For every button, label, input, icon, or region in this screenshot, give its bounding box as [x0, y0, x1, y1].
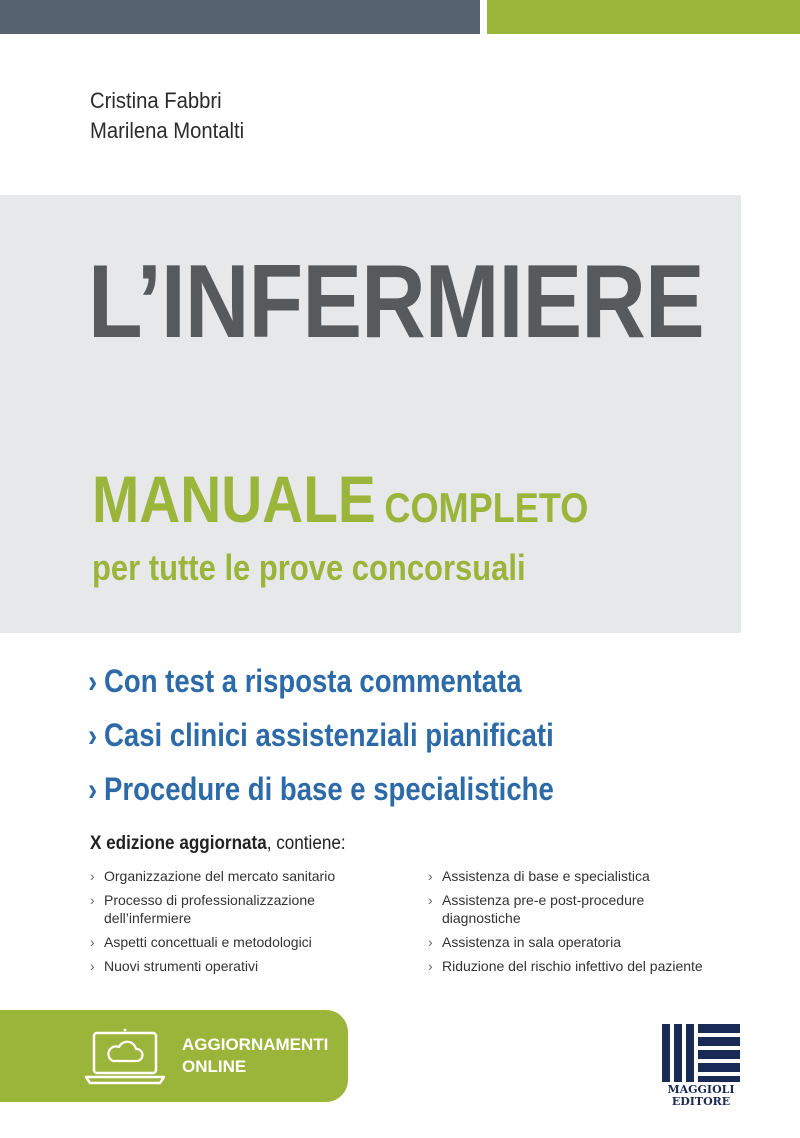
contents-text: Assistenza pre-e post-procedure diagnostiche — [442, 892, 645, 926]
top-band-dark — [0, 0, 480, 34]
author-name: Marilena Montalti — [90, 118, 245, 143]
contents-item — [428, 957, 728, 975]
bullet-chevron: › — [88, 717, 98, 753]
subtitle-secondary: COMPLETO — [384, 484, 589, 531]
contents-list-left — [90, 867, 390, 981]
bullet-chevron: › — [428, 958, 433, 974]
maggioli-logo — [660, 1020, 742, 1090]
feature-text: Casi clinici assistenziali pianificati — [104, 717, 554, 753]
edition-suffix: , contiene: — [266, 833, 346, 854]
contents-text: Aspetti concettuali e metodologici — [104, 934, 312, 950]
feature-item — [88, 762, 554, 816]
bullet-chevron: › — [88, 663, 98, 699]
contents-item — [90, 891, 334, 927]
bullet-chevron: › — [88, 771, 98, 807]
publisher-line: MAGGIOLI — [667, 1083, 735, 1096]
feature-text: Con test a risposta commentata — [104, 663, 522, 699]
bullet-chevron: › — [90, 958, 95, 974]
online-label-line: AGGIORNAMENTI — [182, 1035, 329, 1054]
contents-item — [90, 867, 390, 885]
bullet-chevron: › — [428, 892, 433, 908]
publisher-name — [658, 1084, 744, 1108]
author-name: Cristina Fabbri — [90, 88, 222, 113]
edition-line — [90, 833, 346, 855]
subtitle-line-2: per tutte le prove concorsuali — [92, 547, 526, 588]
bullet-chevron: › — [428, 868, 433, 884]
laptop-cloud-icon — [84, 1027, 166, 1089]
contents-item — [428, 891, 672, 927]
contents-text: Processo di professionalizzazione dell’infermiere — [104, 892, 315, 926]
feature-item — [88, 708, 554, 762]
contents-text: Assistenza in sala operatoria — [442, 934, 621, 950]
contents-item — [90, 957, 390, 975]
contents-text: Nuovi strumenti operativi — [104, 958, 259, 974]
publisher-line: EDITORE — [671, 1095, 731, 1108]
subtitle — [92, 462, 589, 536]
online-label-line: ONLINE — [182, 1057, 247, 1076]
contents-text: Organizzazione del mercato sanitario — [104, 868, 336, 884]
contents-item — [428, 933, 728, 951]
contents-list-right — [428, 867, 728, 981]
subtitle-main: MANUALE — [92, 462, 376, 536]
online-updates-label — [182, 1034, 328, 1078]
contents-text: Riduzione del rischio infettivo del paziente — [442, 958, 703, 974]
contents-item — [428, 867, 728, 885]
feature-item — [88, 654, 554, 708]
book-title: L’INFERMIERE — [88, 244, 704, 360]
feature-list — [88, 654, 630, 816]
bullet-chevron: › — [428, 934, 433, 950]
bullet-chevron: › — [90, 892, 95, 908]
edition-label: X edizione aggiornata — [90, 833, 267, 854]
top-band-green — [487, 0, 800, 34]
feature-text: Procedure di base e specialistiche — [104, 771, 554, 807]
authors — [90, 86, 244, 146]
bullet-chevron: › — [90, 934, 95, 950]
contents-text: Assistenza di base e specialistica — [442, 868, 650, 884]
contents-item — [90, 933, 390, 951]
bullet-chevron: › — [90, 868, 95, 884]
